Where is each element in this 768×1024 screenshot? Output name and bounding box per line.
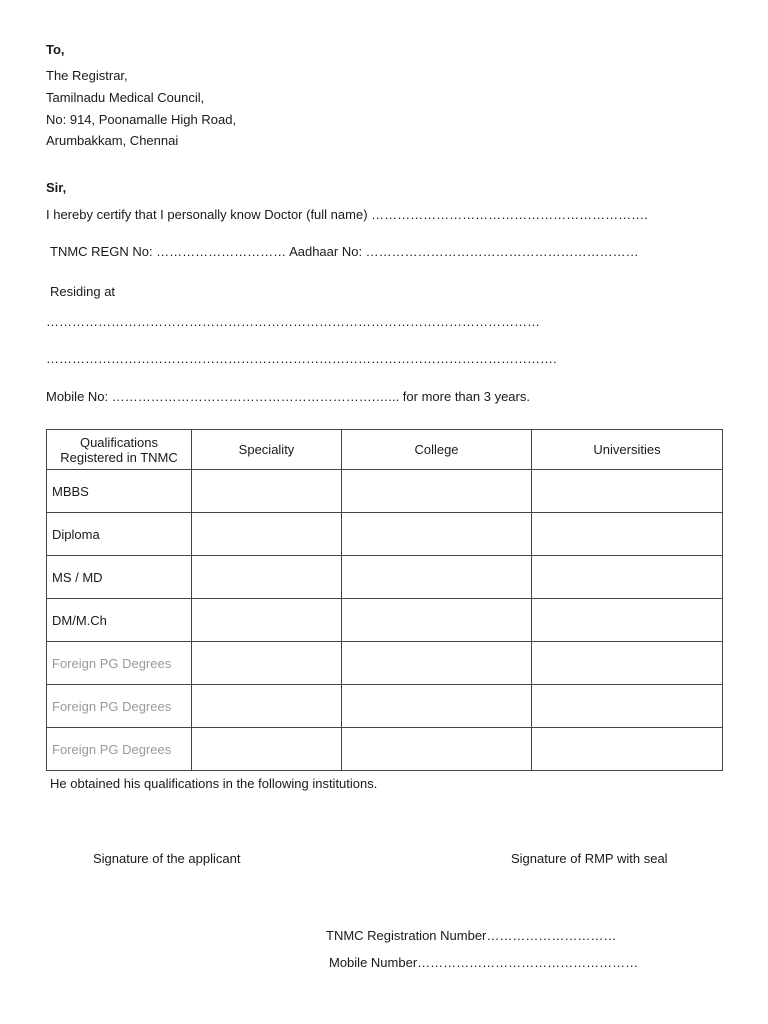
speciality-cell[interactable]: [192, 513, 342, 556]
tnmc-registration-number-line: TNMC Registration Number…………………………: [326, 928, 617, 943]
regn-aadhaar-line: TNMC REGN No: ………………………… Aadhaar No: ………………………………………………………: [50, 244, 639, 259]
table-row: [47, 599, 723, 642]
table-row: [47, 642, 723, 685]
table-row: [47, 556, 723, 599]
university-cell[interactable]: [532, 599, 723, 642]
qualification-cell: MS / MD: [47, 556, 192, 599]
speciality-cell[interactable]: [192, 728, 342, 771]
university-cell[interactable]: [532, 556, 723, 599]
college-cell[interactable]: [342, 556, 532, 599]
university-cell[interactable]: [532, 685, 723, 728]
residing-dotted-line-1: ……………………………………………………………………………………………………: [46, 314, 540, 329]
table-row: [47, 728, 723, 771]
address-line-2: Tamilnadu Medical Council,: [46, 90, 205, 105]
university-cell[interactable]: [532, 728, 723, 771]
to-label: To,: [46, 42, 65, 57]
rmp-signature-label: Signature of RMP with seal: [511, 851, 668, 866]
address-line-3: No: 914, Poonamalle High Road,: [46, 112, 237, 127]
mobile-number-line: Mobile Number……………………………………………: [329, 955, 639, 970]
qualification-cell: MBBS: [47, 470, 192, 513]
college-cell[interactable]: [342, 728, 532, 771]
table-header-row: [47, 430, 723, 470]
college-cell[interactable]: [342, 685, 532, 728]
college-cell[interactable]: [342, 513, 532, 556]
qualification-cell-placeholder[interactable]: Foreign PG Degrees: [47, 728, 192, 771]
salutation: Sir,: [46, 180, 67, 195]
qualification-cell-placeholder[interactable]: Foreign PG Degrees: [47, 642, 192, 685]
applicant-signature-label: Signature of the applicant: [93, 851, 241, 866]
table-row: [47, 685, 723, 728]
speciality-cell[interactable]: [192, 642, 342, 685]
college-cell[interactable]: [342, 642, 532, 685]
institutions-note: He obtained his qualifications in the following institutions.: [50, 776, 378, 791]
speciality-cell[interactable]: [192, 556, 342, 599]
mobile-line: Mobile No: …………………………………………………….…... for more than 3 years.: [46, 389, 530, 404]
header-college: College: [342, 430, 532, 470]
qualification-cell: DM/M.Ch: [47, 599, 192, 642]
speciality-cell[interactable]: [192, 470, 342, 513]
university-cell[interactable]: [532, 470, 723, 513]
qualification-cell: Diploma: [47, 513, 192, 556]
university-cell[interactable]: [532, 642, 723, 685]
college-cell[interactable]: [342, 470, 532, 513]
qualification-cell-placeholder[interactable]: Foreign PG Degrees: [47, 685, 192, 728]
qualifications-table: [46, 429, 723, 771]
university-cell[interactable]: [532, 513, 723, 556]
header-universities: Universities: [532, 430, 723, 470]
speciality-cell[interactable]: [192, 685, 342, 728]
table-row: [47, 470, 723, 513]
college-cell[interactable]: [342, 599, 532, 642]
header-speciality: Speciality: [192, 430, 342, 470]
certify-line: I hereby certify that I personally know Doctor (full name) ……………………………………………………….: [46, 207, 648, 222]
residing-label: Residing at: [50, 284, 116, 299]
speciality-cell[interactable]: [192, 599, 342, 642]
header-qualifications: Qualifications Registered in TNMC: [47, 430, 192, 470]
residing-dotted-line-2: ……………………………………………………………………………………………………….: [46, 351, 557, 366]
address-line-4: Arumbakkam, Chennai: [46, 133, 179, 148]
address-line-1: The Registrar,: [46, 68, 128, 83]
table-row: [47, 513, 723, 556]
